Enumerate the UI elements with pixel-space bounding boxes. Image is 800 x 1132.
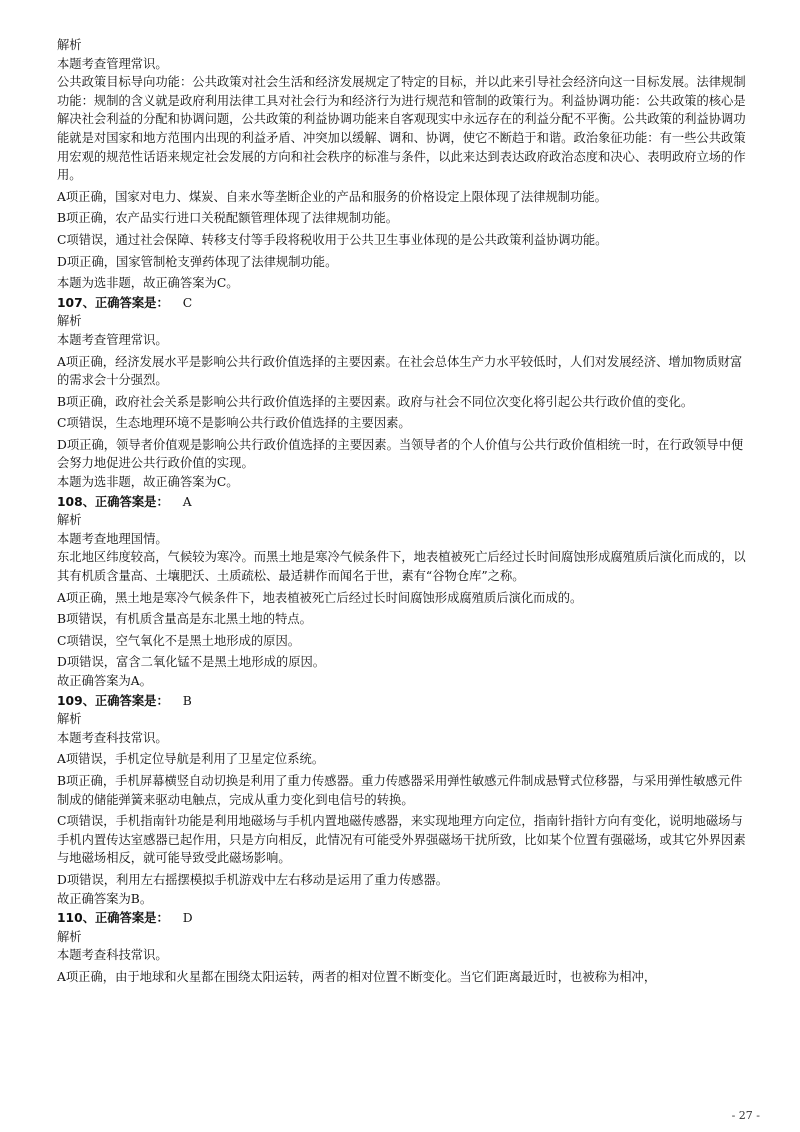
option-explanation: 本题为选非题，故正确答案为C。 bbox=[57, 276, 239, 291]
option-explanation: A项正确，国家对电力、煤炭、自来水等垄断企业的产品和服务的价格设定上限体现了法律规制功能。 bbox=[57, 189, 607, 204]
text-line: 解析 bbox=[57, 38, 82, 52]
option-explanation: B项正确，手机屏幕横竖自动切换是利用了重力传感器。重力传感器采用弹性敏感元件制成悬臂式位移器，与采用弹性敏感元件制成的储能弹簧来驱动电触点，完成从重力变化到电信号的转换。 bbox=[57, 773, 743, 807]
text-line: 解析 bbox=[57, 929, 82, 944]
option-explanation: C项错误，生态地理环境不是影响公共行政价值选择的主要因素。 bbox=[57, 416, 411, 431]
text-line: 解析 bbox=[57, 513, 82, 528]
question-answer-heading bbox=[57, 909, 747, 928]
option-explanation: B项错误，有机质含量高是东北黑土地的特点。 bbox=[57, 612, 312, 627]
explanation-paragraph: 公共政策目标导向功能：公共政策对社会生活和经济发展规定了特定的目标，并以此来引导社会经济向这一目标发展。法律规制功能：规制的含义就是政府利用法律工具对社会行为和经济行为进行规范和管制的政策行为。利益协调功能：公共政策的核心是解决社会利益的分配和协调问题，公共政策的利益协调功能来自客观现实中永远存在的利益分配不平衡。公共政策的利益协调功能就是对国家和地方范围内出现的利益矛盾、冲突加以缓解、调和、协调，使它不断趋于和谐。政治象征功能：有一些公共政策用宏观的规范性话语来规定社会发展的方向和社会秩序的标准与条件，以此来达到表达政府政治态度和决心、表明政府立场的作用。 bbox=[57, 75, 746, 183]
text-line: 故正确答案为B。 bbox=[57, 891, 153, 906]
answer-letter: B bbox=[182, 693, 192, 708]
answer-label: 107、正确答案是： bbox=[57, 295, 169, 310]
answer-label: 110、正确答案是： bbox=[57, 911, 169, 926]
text-line: 解析 bbox=[57, 314, 82, 329]
text-line: 故正确答案为A。 bbox=[57, 674, 152, 688]
text-line: 本题为选非题，故正确答案为C。 bbox=[57, 475, 239, 490]
option-explanation: A项错误，手机定位导航是利用了卫星定位系统。 bbox=[57, 752, 325, 767]
answer-letter: D bbox=[182, 911, 193, 926]
explanation-paragraph: 东北地区纬度较高，气候较为寒冷。而黑土地是寒冷气候条件下，地表植被死亡后经过长时间腐蚀形成腐殖质后演化而成的，以其有机质含量高、土壤肥沃、土质疏松、最适耕作而闻名于世，素有“谷物仓库”之称。 bbox=[57, 550, 746, 584]
option-explanation: A项正确，黑土地是寒冷气候条件下，地表植被死亡后经过长时间腐蚀形成腐殖质后演化而成的。 bbox=[57, 590, 583, 605]
option-explanation: D项错误，利用左右摇摆模拟手机游戏中左右移动是运用了重力传感器。 bbox=[57, 872, 449, 887]
text-line: 本题考查科技常识。 bbox=[57, 948, 168, 963]
option-explanation: C项错误，空气氧化不是黑土地形成的原因。 bbox=[57, 633, 301, 648]
text-line: 本题考查科技常识。 bbox=[57, 730, 168, 745]
text-line: 本题考查管理常识。 bbox=[57, 332, 168, 347]
text-line: 解析 bbox=[57, 712, 82, 727]
answer-letter: C bbox=[182, 295, 193, 310]
option-explanation: B项正确，政府社会关系是影响公共行政价值选择的主要因素。政府与社会不同位次变化将引起公共行政价值的变化。 bbox=[57, 394, 694, 409]
page-number: - 27 - bbox=[731, 1109, 760, 1122]
option-explanation: D项正确，领导者价值观是影响公共行政价值选择的主要因素。当领导者的个人价值与公共行政价值相统一时，在行政领导中便会努力地促进公共行政价值的实现。 bbox=[57, 437, 744, 471]
answer-label: 108、正确答案是： bbox=[57, 494, 169, 509]
answer-explanation-document bbox=[57, 36, 747, 987]
option-explanation: D项正确，国家管制枪支弹药体现了法律规制功能。 bbox=[57, 254, 338, 269]
option-explanation: A项正确，经济发展水平是影响公共行政价值选择的主要因素。在社会总体生产力水平较低时，人们对发展经济、增加物质财富的需求会十分强烈。 bbox=[57, 354, 743, 388]
option-explanation: D项错误，富含二氧化锰不是黑土地形成的原因。 bbox=[57, 655, 326, 670]
answer-label: 109、正确答案是： bbox=[57, 693, 169, 708]
option-explanation: A项正确，由于地球和火星都在围绕太阳运转，两者的相对位置不断变化。当它们距离最近时，也被称为相冲， bbox=[57, 969, 657, 984]
option-explanation: B项正确，农产品实行进口关税配额管理体现了法律规制功能。 bbox=[57, 211, 399, 226]
answer-letter: A bbox=[182, 494, 192, 509]
text-line: 本题考查管理常识。 bbox=[57, 56, 168, 71]
question-answer-heading bbox=[57, 294, 747, 313]
question-answer-heading bbox=[57, 692, 747, 711]
option-explanation: C项错误，通过社会保障、转移支付等手段将税收用于公共卫生事业体现的是公共政策利益协调功能。 bbox=[57, 232, 608, 247]
text-line: 本题考查地理国情。 bbox=[57, 531, 168, 546]
question-answer-heading bbox=[57, 493, 747, 512]
option-explanation: C项错误，手机指南针功能是利用地磁场与手机内置地磁传感器，来实现地理方向定位，指南针指针方向有变化，说明地磁场与手机内置传达室感器已起作用，只是方向相反，此情况有可能受外界强磁场干扰所致，比如某个位置有强磁场，或其它外界因素与地磁场相反，就可能导致受此磁场影响。 bbox=[57, 814, 746, 866]
